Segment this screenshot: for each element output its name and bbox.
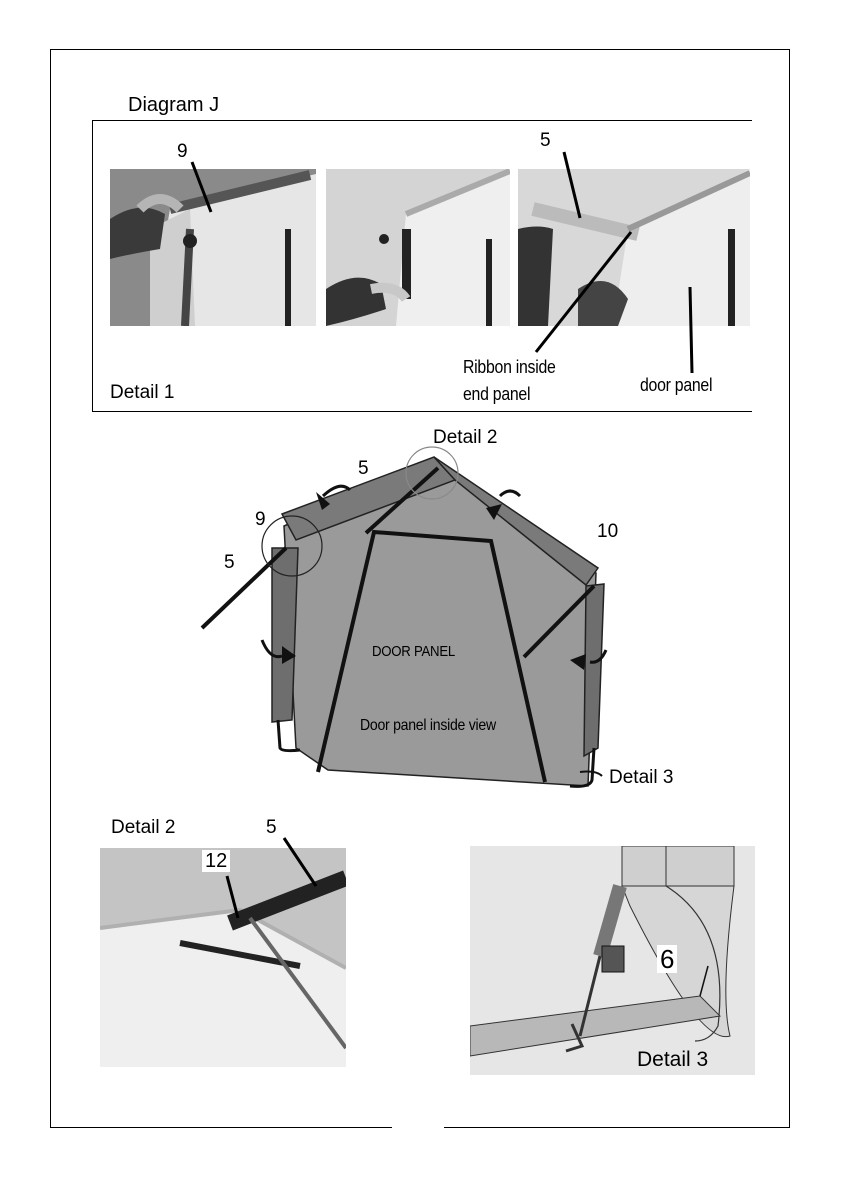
detail3-illustration bbox=[470, 846, 755, 1075]
detail2-callout-5: 5 bbox=[266, 817, 277, 838]
ribbon-label-line2: end panel bbox=[463, 384, 531, 404]
detail2-label: Detail 2 bbox=[111, 817, 176, 838]
ribbon-label-line1: Ribbon inside bbox=[463, 357, 556, 377]
inside-view-text: Door panel inside view bbox=[360, 717, 496, 734]
detail3-callout-6: 6 bbox=[657, 945, 677, 973]
main-callout-5-top: 5 bbox=[358, 458, 369, 479]
detail1-callout-5: 5 bbox=[540, 130, 551, 151]
detail3-drawing bbox=[470, 846, 755, 1075]
detail1-callout-9: 9 bbox=[177, 141, 188, 162]
main-detail2-label: Detail 2 bbox=[433, 427, 498, 448]
main-detail3-label: Detail 3 bbox=[609, 767, 674, 788]
main-callout-5-left: 5 bbox=[224, 552, 235, 573]
detail2-callout-12: 12 bbox=[202, 850, 230, 872]
detail1-label: Detail 1 bbox=[110, 382, 175, 403]
detail3-label: Detail 3 bbox=[637, 1048, 709, 1071]
door-panel-label: door panel bbox=[640, 375, 713, 395]
diagram-title: Diagram J bbox=[128, 94, 220, 116]
main-callout-10: 10 bbox=[597, 521, 619, 542]
main-callout-9: 9 bbox=[255, 509, 266, 530]
door-panel-text: DOOR PANEL bbox=[372, 643, 455, 660]
